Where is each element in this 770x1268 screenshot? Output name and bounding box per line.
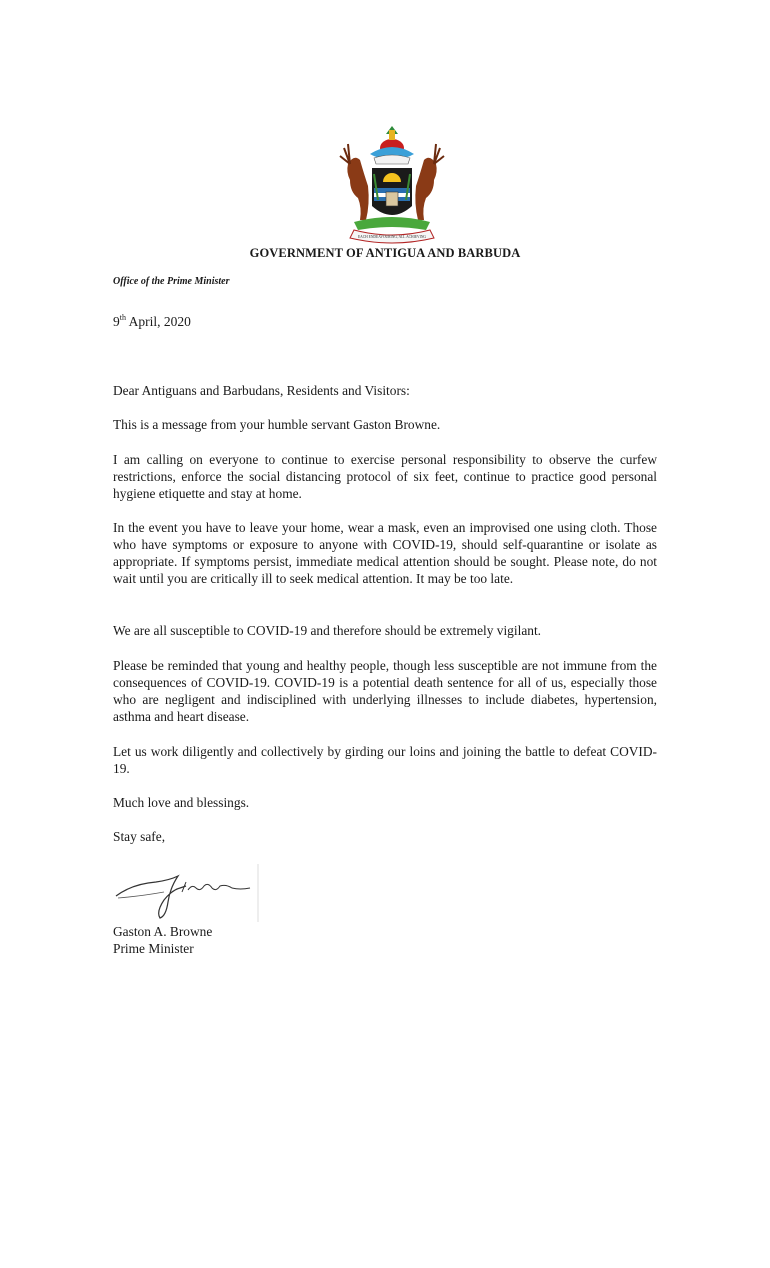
date-rest: April, 2020 xyxy=(125,314,191,329)
letter-date xyxy=(113,314,191,330)
paragraph-intro: This is a message from your humble servant Gaston Browne. xyxy=(113,417,441,432)
handwritten-signature xyxy=(112,862,262,924)
crest-motto: EACH ENDEAVOURING, ALL ACHIEVING xyxy=(357,235,427,239)
date-day: 9 xyxy=(113,314,120,329)
office-name: Office of the Prime Minister xyxy=(113,276,230,287)
paragraph-reminder: Please be reminded that young and healthy people, though less susceptible are not immune from the consequences of COVID-19. COVID-19 is a potential death sentence for all of us, especially those who are negligent and indisciplined with underlying illnesses to include diabetes, hypertension, asthma and heart disease. xyxy=(113,658,657,724)
paragraph-masks: In the event you have to leave your home, wear a mask, even an improvised one using cloth. Those who have symptoms or exposure to anyone with COVID-19, should self-quarantine or isolate as appropriate. If symptoms persist, immediate medical attention should be sought. Please note, do not wait until you are critically ill to seek medical attention. It may be too late. xyxy=(113,520,657,586)
paragraph-responsibility: I am calling on everyone to continue to exercise personal responsibility to observe the curfew restrictions, enforce the social distancing protocol of six feet, continue to practice good personal hygiene etiquette and stay at home. xyxy=(113,452,657,501)
signer-name: Gaston A. Browne xyxy=(113,924,213,939)
paragraph-blessings: Much love and blessings. xyxy=(113,795,250,810)
signer-title: Prime Minister xyxy=(113,941,194,956)
paragraph-call-to-action: Let us work diligently and collectively by girding our loins and joining the battle to defeat COVID-19. xyxy=(113,744,657,776)
government-title: GOVERNMENT OF ANTIGUA AND BARBUDA xyxy=(249,246,521,260)
salutation: Dear Antiguans and Barbudans, Residents and Visitors: xyxy=(113,383,410,398)
coat-of-arms-emblem xyxy=(334,124,450,246)
paragraph-vigilance: We are all susceptible to COVID-19 and therefore should be extremely vigilant. xyxy=(113,623,542,638)
date-suffix: th xyxy=(119,313,126,322)
closing: Stay safe, xyxy=(113,829,166,844)
